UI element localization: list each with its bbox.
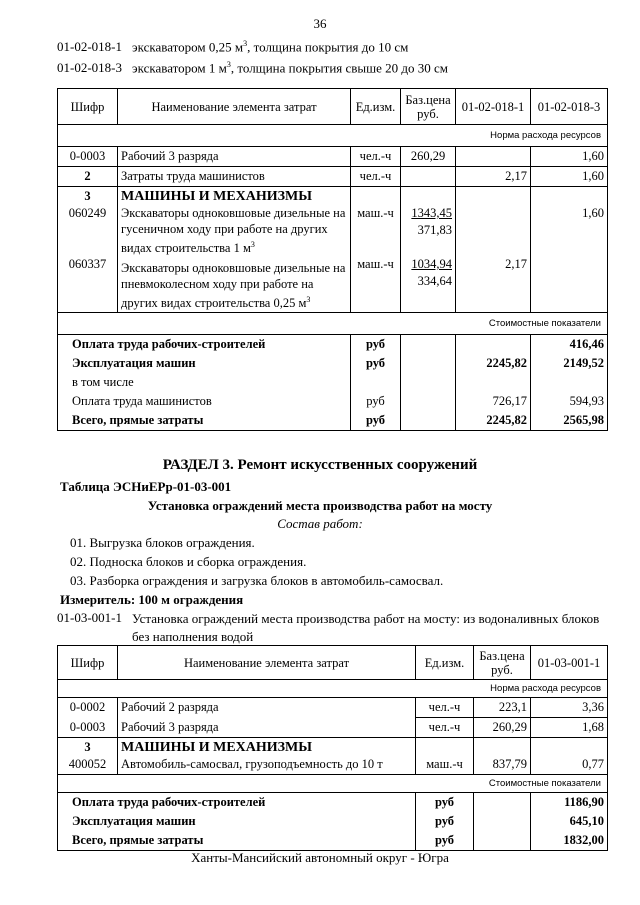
- cell-value: 1,60: [531, 147, 608, 167]
- cell-unit: маш.-ч: [357, 257, 394, 271]
- cell-value: 2,17: [505, 257, 527, 271]
- rate-text: экскаватором 0,25 м: [132, 39, 244, 55]
- cell-code: 400052: [68, 757, 107, 771]
- cost-value: 2245,82: [456, 354, 531, 373]
- page-number: 36: [313, 16, 327, 31]
- cost-value: 2565,98: [531, 411, 608, 431]
- cell-value: 1,68: [531, 718, 608, 738]
- composition-label: Состав работ:: [277, 516, 363, 531]
- header-cell: Ед.изм.: [416, 646, 474, 680]
- cell-price: 1034,94: [411, 257, 452, 271]
- cost-row: [58, 373, 608, 392]
- rate-text-tail: , толщина покрытия свыше 20 до 30 см: [230, 60, 449, 76]
- machines-block: [58, 187, 608, 313]
- cell-value: 3,36: [531, 698, 608, 718]
- superscript: 3: [226, 60, 231, 69]
- superscript: 3: [250, 240, 255, 249]
- table-row: [58, 167, 608, 187]
- cost-value: 2245,82: [456, 411, 531, 431]
- cost-value: 1832,00: [531, 831, 608, 851]
- cell-code: 060337: [68, 257, 107, 271]
- cost-name: Эксплуатация машин: [58, 354, 351, 373]
- table-row: [58, 718, 608, 738]
- composition-item: 01. Выгрузка блоков ограждения.: [70, 535, 255, 550]
- cell-price: 260,29: [401, 147, 456, 167]
- header-cell: Баз.цена руб.: [474, 646, 531, 680]
- measure: Измеритель: 100 м ограждения: [60, 592, 244, 607]
- cell-code: 060249: [68, 206, 107, 220]
- section-title: РАЗДЕЛ 3. Ремонт искусственных сооружений: [162, 457, 478, 473]
- cost-name: Эксплуатация машин: [58, 812, 416, 831]
- item-text: Установка ограждений места производства работ на мосту: из водоналивных блоков без наполнения водой: [132, 611, 600, 644]
- cell-price-secondary: 334,64: [417, 274, 452, 288]
- cost-row: [58, 831, 608, 851]
- cost-unit: руб: [416, 793, 474, 813]
- cell-unit: маш.-ч: [357, 206, 394, 220]
- header-cell: 01-02-018-3: [531, 89, 608, 125]
- cost-unit: руб: [351, 354, 401, 373]
- cell-name: Затраты труда машинистов: [118, 167, 351, 187]
- norm-label: Норма расхода ресурсов: [58, 125, 608, 147]
- cell-unit: чел.-ч: [416, 718, 474, 738]
- rate-text: экскаватором 1 м: [132, 60, 227, 76]
- cost-name: Всего, прямые затраты: [58, 831, 416, 851]
- cell-name: Рабочий 3 разряда: [118, 718, 416, 738]
- cost-name: в том числе: [58, 373, 351, 392]
- item-code: 01-03-001-1: [57, 610, 122, 625]
- cost-name: Оплата труда машинистов: [58, 392, 351, 411]
- intro-line: [57, 60, 448, 76]
- cell-code: 0-0003: [58, 147, 118, 167]
- cell-price: [401, 167, 456, 187]
- header-cell: Шифр: [58, 646, 118, 680]
- norm-label: Норма расхода ресурсов: [58, 680, 608, 698]
- header-cell: Наименование элемента затрат: [118, 89, 351, 125]
- cost-row: [58, 812, 608, 831]
- cell-value: 0,77: [582, 757, 604, 771]
- rate-text-tail: , толщина покрытия до 10 см: [247, 39, 409, 55]
- cost-label: Стоимостные показатели: [58, 775, 608, 793]
- cost-row: [58, 335, 608, 355]
- cell-name: Экскаваторы одноковшовые дизельные на пневмоколесном ходу при работе на других видах строительства 0,25 м: [121, 261, 346, 311]
- cell-price: 260,29: [474, 718, 531, 738]
- cell-code: 0-0002: [58, 698, 118, 718]
- cell-code: 0-0003: [58, 718, 118, 738]
- cell-value: [456, 147, 531, 167]
- table-label: Таблица ЭСНиЕРр-01-03-001: [60, 479, 232, 494]
- section-title: МАШИНЫ И МЕХАНИЗМЫ: [121, 740, 313, 755]
- table-row: [58, 147, 608, 167]
- header-cell: 01-02-018-1: [456, 89, 531, 125]
- cost-row: [58, 793, 608, 813]
- section-title: МАШИНЫ И МЕХАНИЗМЫ: [121, 189, 313, 204]
- intro-line: [57, 39, 408, 55]
- cost-value: 416,46: [531, 335, 608, 355]
- cost-unit: руб: [351, 335, 401, 355]
- cell-unit: чел.-ч: [416, 698, 474, 718]
- cell-price: 1343,45: [411, 206, 452, 220]
- rate-code: 01-02-018-3: [57, 60, 122, 76]
- header-cell: Наименование элемента затрат: [118, 646, 416, 680]
- cost-value: 1186,90: [531, 793, 608, 813]
- header-cell: 01-03-001-1: [531, 646, 608, 680]
- cost-value: [456, 335, 531, 355]
- cost-unit: руб: [351, 392, 401, 411]
- header-cell: Баз.цена руб.: [401, 89, 456, 125]
- cost-row: [58, 392, 608, 411]
- resource-table-2: [57, 645, 608, 851]
- cell-value: 1,60: [582, 206, 604, 220]
- cost-name: Оплата труда рабочих-строителей: [58, 793, 416, 813]
- cell-name: Экскаваторы одноковшовые дизельные на гусеничном ходу при работе на других видах строительства 1 м: [121, 206, 346, 256]
- cell-unit: чел.-ч: [351, 167, 401, 187]
- cell-value: 1,60: [531, 167, 608, 187]
- cost-unit: руб: [416, 812, 474, 831]
- cell-price-secondary: 371,83: [417, 223, 452, 237]
- cost-value: 726,17: [456, 392, 531, 411]
- page-footer: Ханты-Мансийский автономный округ - Югра: [191, 850, 449, 865]
- cost-value: 2149,52: [531, 354, 608, 373]
- cell-unit: чел.-ч: [351, 147, 401, 167]
- table-row: [58, 698, 608, 718]
- resource-table-1: [57, 88, 608, 431]
- header-cell: Ед.изм.: [351, 89, 401, 125]
- superscript: 3: [306, 295, 311, 305]
- header-cell: Шифр: [58, 89, 118, 125]
- work-title: Установка ограждений места производства работ на мосту: [147, 498, 493, 513]
- cost-unit: руб: [351, 411, 401, 431]
- cell-code: 2: [58, 167, 118, 187]
- cost-label: Стоимостные показатели: [58, 313, 608, 335]
- cost-row: [58, 411, 608, 431]
- composition-item: 03. Разборка ограждения и загрузка блоков в автомобиль-самосвал.: [70, 573, 444, 588]
- machines-block: [58, 738, 608, 775]
- superscript: 3: [243, 39, 248, 48]
- composition-item: 02. Поднoска блоков и сборка ограждения.: [70, 554, 307, 569]
- cell-name: Рабочий 2 разряда: [118, 698, 416, 718]
- cost-unit: руб: [416, 831, 474, 851]
- table-header: [58, 646, 608, 680]
- cell-value: 2,17: [456, 167, 531, 187]
- cell-unit: маш.-ч: [426, 757, 463, 771]
- cost-name: Всего, прямые затраты: [58, 411, 351, 431]
- section-code: 3: [84, 189, 91, 203]
- cell-price: 223,1: [474, 698, 531, 718]
- table-header: [58, 89, 608, 125]
- rate-code: 01-02-018-1: [57, 39, 122, 55]
- cell-name: Автомобиль-самосвал, грузоподъемность до 10 т: [121, 757, 383, 771]
- cost-value: 594,93: [531, 392, 608, 411]
- cost-value: 645,10: [531, 812, 608, 831]
- cost-row: [58, 354, 608, 373]
- section-code: 3: [84, 740, 91, 754]
- cost-name: Оплата труда рабочих-строителей: [58, 335, 351, 355]
- cell-name: Рабочий 3 разряда: [118, 147, 351, 167]
- cell-price: 837,79: [492, 757, 527, 771]
